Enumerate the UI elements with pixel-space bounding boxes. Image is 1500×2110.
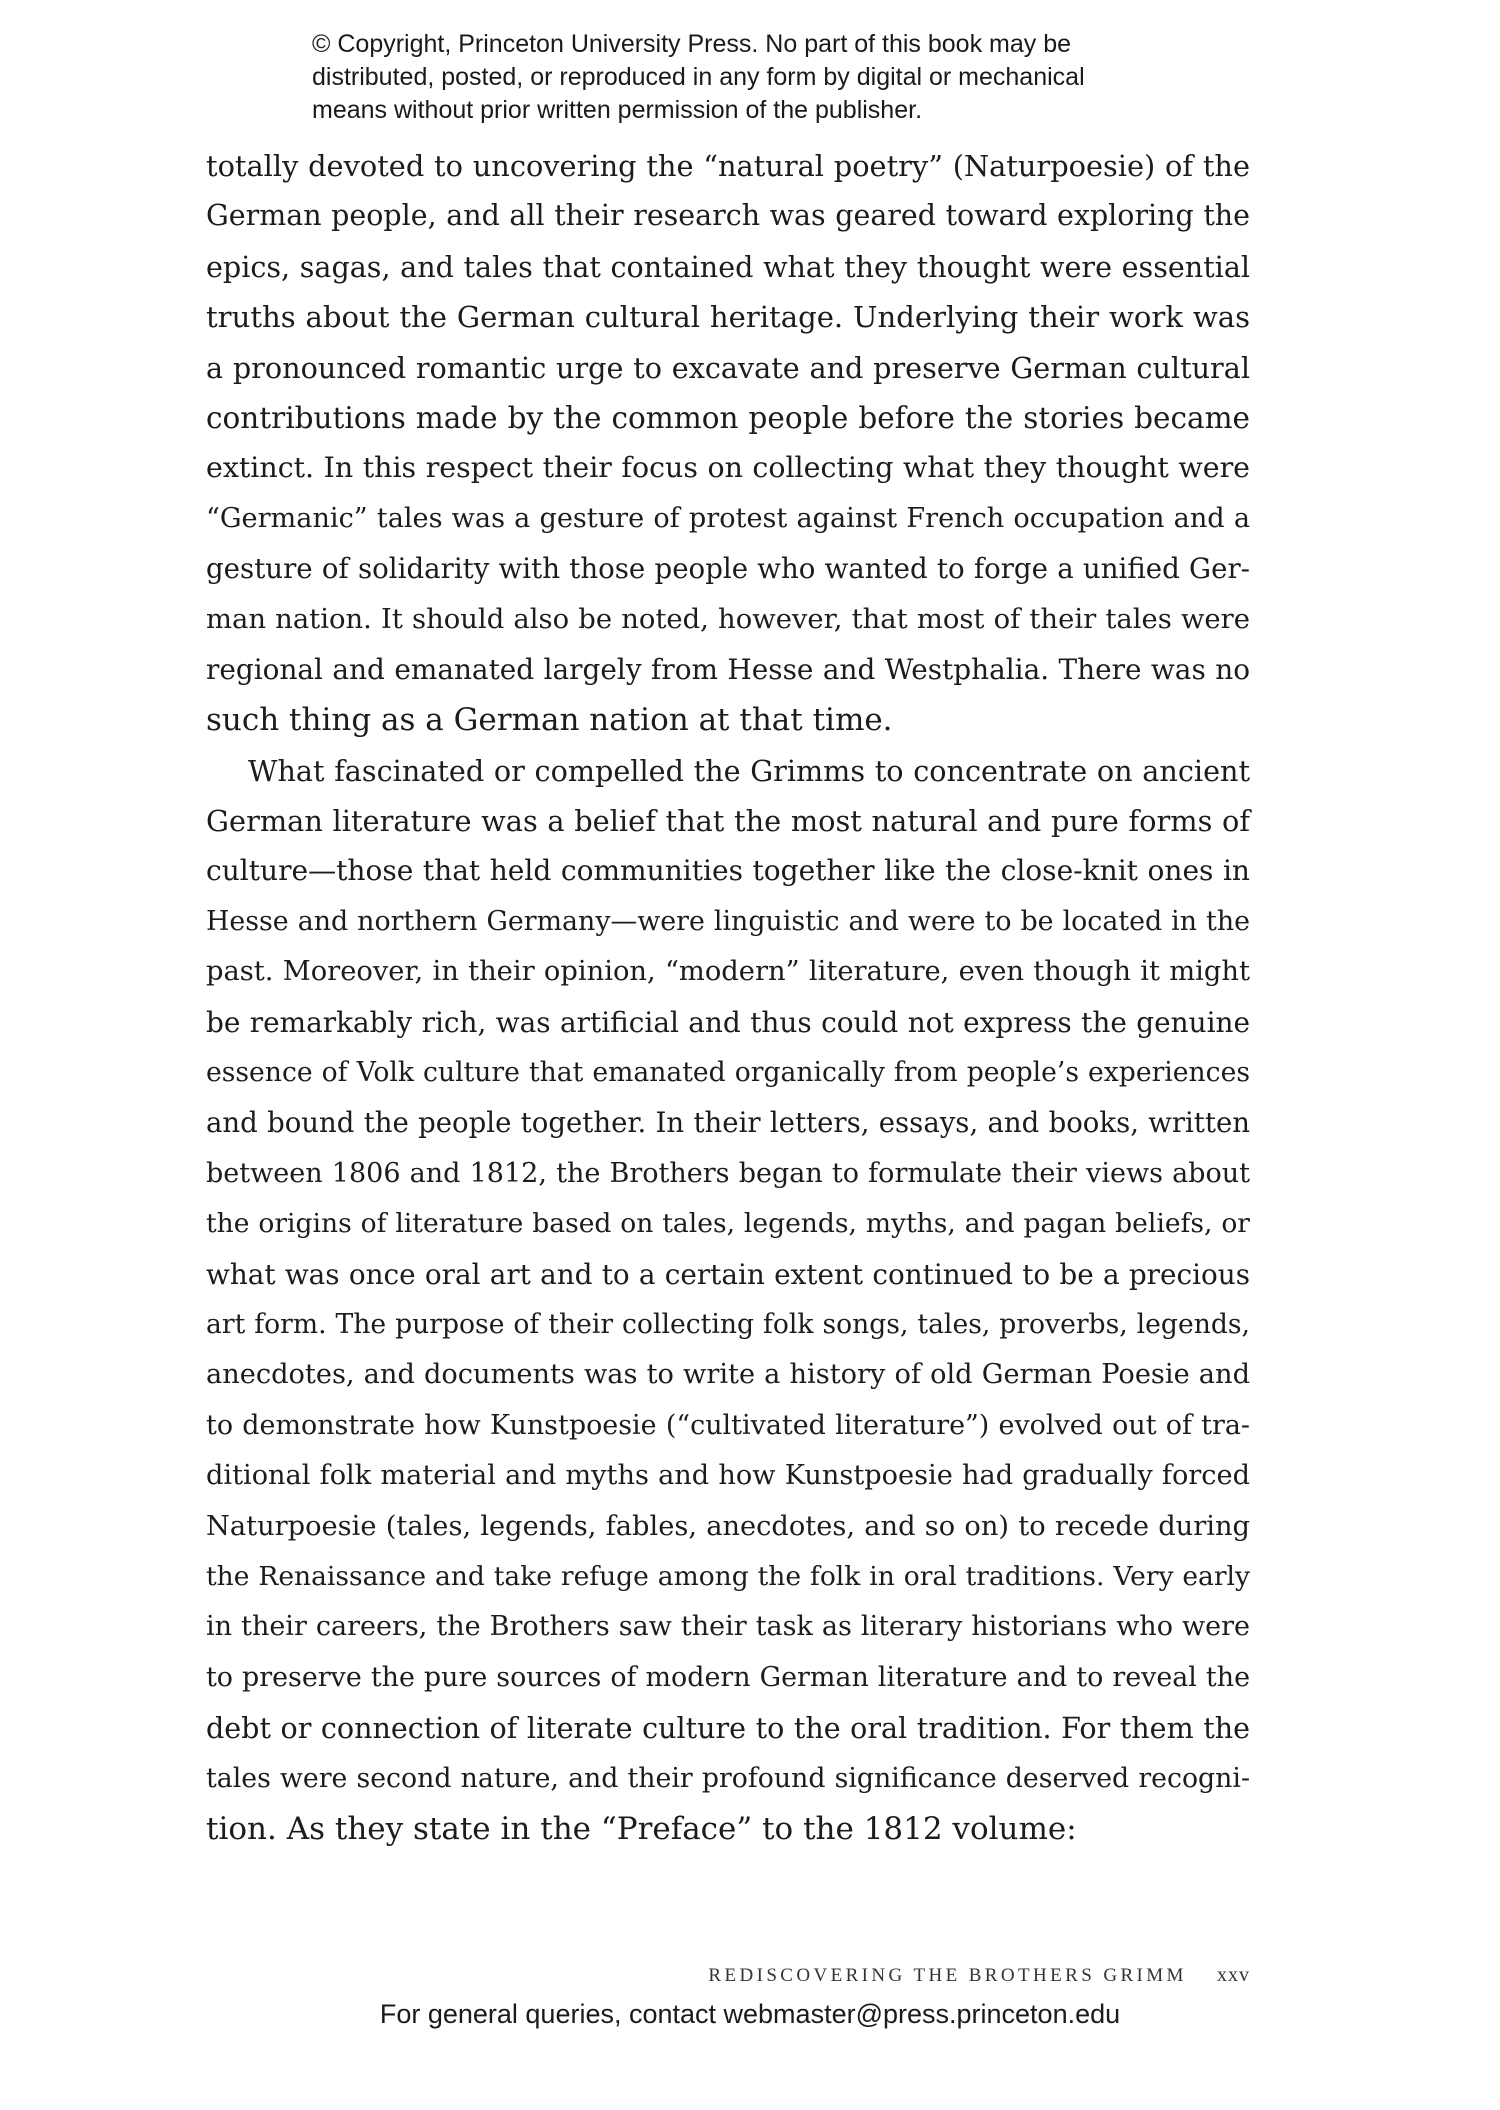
text-line: to demonstrate how Kunstpoesie (“cultivated literature”) evolved out of tra-	[206, 1409, 1250, 1441]
text-line: man nation. It should also be noted, however, that most of their tales were	[206, 603, 1250, 635]
text-line: essence of Volk culture that emanated organically from people’s experiences	[206, 1057, 1250, 1089]
text-line: anecdotes, and documents was to write a history of old German Poesie and	[206, 1359, 1250, 1391]
text-line: such thing as a German nation at that time.	[206, 702, 893, 739]
paragraph-2	[206, 746, 1250, 1855]
copyright-line: means without prior written permission of the publisher.	[312, 96, 923, 124]
text-line: epics, sagas, and tales that contained what they thought were essential	[206, 249, 1250, 284]
text-line: past. Moreover, in their opinion, “modern” literature, even though it might	[206, 956, 1250, 988]
text-line: regional and emanated largely from Hesse and Westphalia. There was no	[206, 652, 1250, 686]
copyright-line: © Copyright, Princeton University Press. No part of this book may be	[312, 30, 1072, 58]
text-line: extinct. In this respect their focus on collecting what they thought were	[206, 451, 1250, 485]
text-line: to preserve the pure sources of modern German literature and to reveal the	[206, 1661, 1250, 1693]
text-line: culture—those that held communities together like the close-knit ones in	[206, 854, 1250, 888]
text-line: in their careers, the Brothers saw their task as literary historians who were	[206, 1611, 1250, 1643]
text-line: art form. The purpose of their collecting folk songs, tales, proverbs, legends,	[206, 1308, 1250, 1340]
text-line: tion. As they state in the “Preface” to the 1812 volume:	[206, 1810, 1077, 1847]
contact-footer: For general queries, contact webmaster@press.princeton.edu	[379, 1999, 1121, 2029]
text-line: What fascinated or compelled the Grimms to concentrate on ancient	[248, 753, 1250, 788]
text-line: tales were second nature, and their profound significance deserved recogni-	[206, 1762, 1250, 1794]
text-line: German people, and all their research was geared toward exploring the	[206, 199, 1250, 233]
page-number: xxv	[1217, 1964, 1250, 1986]
running-head-title: REDISCOVERING THE BROTHERS GRIMM	[708, 1965, 1187, 1986]
text-line: “Germanic” tales was a gesture of protest against French occupation and a	[206, 502, 1250, 534]
body-text	[206, 141, 1250, 1854]
text-line: the origins of literature based on tales, legends, myths, and pagan beliefs, or	[206, 1208, 1250, 1240]
text-line: totally devoted to uncovering the “natural poetry” (Naturpoesie) of the	[206, 149, 1250, 183]
text-line: between 1806 and 1812, the Brothers began to formulate their views about	[206, 1157, 1250, 1189]
text-line: truths about the German cultural heritage. Underlying their work was	[206, 300, 1250, 335]
text-line: debt or connection of literate culture to the oral tradition. For them the	[206, 1711, 1250, 1746]
text-line: what was once oral art and to a certain extent continued to be a precious	[206, 1257, 1250, 1291]
paragraph-1	[206, 141, 1250, 746]
text-line: German literature was a belief that the most natural and pure forms of	[206, 804, 1250, 839]
running-head	[560, 1964, 1250, 1987]
text-line: the Renaissance and take refuge among the folk in oral traditions. Very early	[206, 1560, 1250, 1592]
text-line: and bound the people together. In their letters, essays, and books, written	[206, 1107, 1250, 1140]
copyright-notice	[312, 28, 1292, 127]
text-line: gesture of solidarity with those people who wanted to forge a unified Ger-	[206, 552, 1250, 586]
text-line: ditional folk material and myths and how Kunstpoesie had gradually forced	[206, 1460, 1250, 1492]
text-line: contributions made by the common people before the stories became	[206, 400, 1250, 435]
text-line: a pronounced romantic urge to excavate and preserve German cultural	[206, 350, 1250, 385]
text-line: be remarkably rich, was artificial and thus could not express the genuine	[206, 1005, 1250, 1039]
text-line: Naturpoesie (tales, legends, fables, anecdotes, and so on) to recede during	[206, 1510, 1250, 1542]
text-line: Hesse and northern Germany—were linguistic and were to be located in the	[206, 905, 1250, 937]
copyright-line: distributed, posted, or reproduced in any form by digital or mechanical	[312, 63, 1085, 91]
